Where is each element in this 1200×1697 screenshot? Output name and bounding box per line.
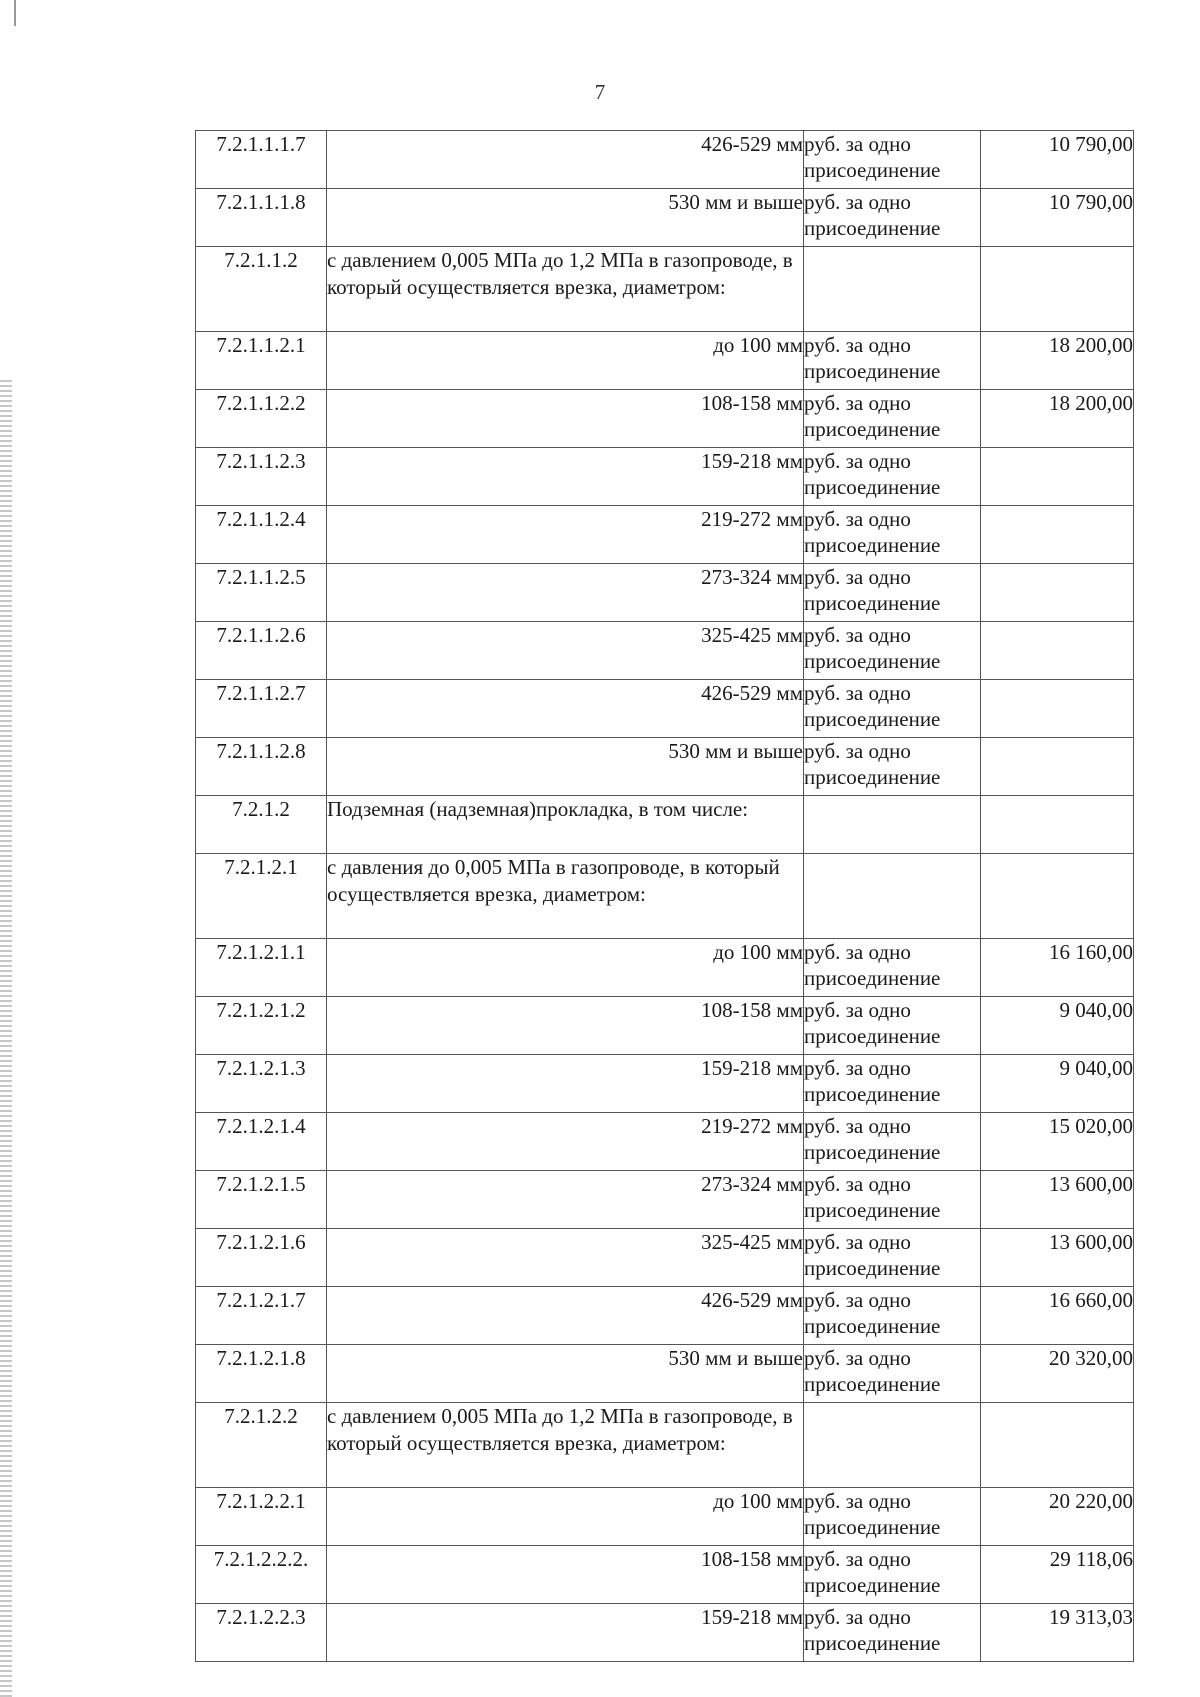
tariff-table <box>195 130 1134 1662</box>
table-row-section <box>196 247 1134 332</box>
row-price <box>981 854 1134 939</box>
row-price: 10 790,00 <box>981 189 1134 247</box>
row-code: 7.2.1.2.2.3 <box>196 1604 327 1662</box>
row-diameter: до 100 мм <box>327 1488 804 1546</box>
row-code: 7.2.1.2.1.8 <box>196 1345 327 1403</box>
row-code: 7.2.1.2 <box>196 796 327 854</box>
row-unit: руб. за одно присоединение <box>804 1488 981 1546</box>
row-price <box>981 622 1134 680</box>
table-row <box>196 939 1134 997</box>
row-unit: руб. за одно присоединение <box>804 564 981 622</box>
row-section-title: Подземная (надземная)прокладка, в том числе: <box>327 796 804 854</box>
row-price: 18 200,00 <box>981 390 1134 448</box>
row-price <box>981 796 1134 854</box>
row-section-title: с давлением 0,005 МПа до 1,2 МПа в газопроводе, в который осуществляется врезка, диаметром: <box>327 1403 804 1488</box>
row-code: 7.2.1.2.1 <box>196 854 327 939</box>
row-diameter: 426-529 мм <box>327 1287 804 1345</box>
table-row <box>196 1488 1134 1546</box>
row-diameter: 108-158 мм <box>327 997 804 1055</box>
row-code: 7.2.1.2.2 <box>196 1403 327 1488</box>
row-unit: руб. за одно присоединение <box>804 1546 981 1604</box>
row-diameter: 108-158 мм <box>327 390 804 448</box>
row-price: 16 160,00 <box>981 939 1134 997</box>
table-row <box>196 1113 1134 1171</box>
table-row <box>196 390 1134 448</box>
row-price <box>981 680 1134 738</box>
row-unit: руб. за одно присоединение <box>804 1287 981 1345</box>
table-row <box>196 448 1134 506</box>
row-price <box>981 564 1134 622</box>
row-price <box>981 506 1134 564</box>
row-diameter: 530 мм и выше <box>327 189 804 247</box>
row-diameter: 530 мм и выше <box>327 1345 804 1403</box>
row-code: 7.2.1.1.2.7 <box>196 680 327 738</box>
row-price: 20 320,00 <box>981 1345 1134 1403</box>
table-row <box>196 1287 1134 1345</box>
row-price: 19 313,03 <box>981 1604 1134 1662</box>
row-unit: руб. за одно присоединение <box>804 939 981 997</box>
row-unit <box>804 854 981 939</box>
row-unit: руб. за одно присоединение <box>804 131 981 189</box>
row-unit: руб. за одно присоединение <box>804 1113 981 1171</box>
row-diameter: 219-272 мм <box>327 506 804 564</box>
table-row <box>196 131 1134 189</box>
row-code: 7.2.1.1.2 <box>196 247 327 332</box>
row-code: 7.2.1.2.1.5 <box>196 1171 327 1229</box>
row-unit: руб. за одно присоединение <box>804 332 981 390</box>
row-diameter: 325-425 мм <box>327 622 804 680</box>
scan-mark <box>14 0 16 26</box>
row-section-title: с давления до 0,005 МПа в газопроводе, в который осуществляется врезка, диаметром: <box>327 854 804 939</box>
row-unit: руб. за одно присоединение <box>804 1229 981 1287</box>
row-code: 7.2.1.1.2.4 <box>196 506 327 564</box>
row-unit: руб. за одно присоединение <box>804 997 981 1055</box>
row-diameter: 108-158 мм <box>327 1546 804 1604</box>
table-row <box>196 738 1134 796</box>
row-diameter: 159-218 мм <box>327 448 804 506</box>
row-diameter: до 100 мм <box>327 332 804 390</box>
row-price: 20 220,00 <box>981 1488 1134 1546</box>
row-unit: руб. за одно присоединение <box>804 390 981 448</box>
row-diameter: 159-218 мм <box>327 1055 804 1113</box>
row-diameter: 273-324 мм <box>327 564 804 622</box>
row-diameter: 426-529 мм <box>327 680 804 738</box>
row-unit: руб. за одно присоединение <box>804 1345 981 1403</box>
table-row <box>196 1546 1134 1604</box>
scan-edge-artifact <box>0 380 12 1697</box>
table-row <box>196 506 1134 564</box>
row-code: 7.2.1.1.1.7 <box>196 131 327 189</box>
row-code: 7.2.1.1.2.8 <box>196 738 327 796</box>
page-number: 7 <box>594 80 606 104</box>
row-unit: руб. за одно присоединение <box>804 506 981 564</box>
row-diameter: 530 мм и выше <box>327 738 804 796</box>
row-code: 7.2.1.2.1.1 <box>196 939 327 997</box>
row-price: 15 020,00 <box>981 1113 1134 1171</box>
row-code: 7.2.1.1.2.5 <box>196 564 327 622</box>
table-row <box>196 332 1134 390</box>
row-diameter: 426-529 мм <box>327 131 804 189</box>
table-row <box>196 997 1134 1055</box>
row-code: 7.2.1.2.1.7 <box>196 1287 327 1345</box>
row-price <box>981 448 1134 506</box>
row-price: 13 600,00 <box>981 1229 1134 1287</box>
row-price: 13 600,00 <box>981 1171 1134 1229</box>
row-unit <box>804 1403 981 1488</box>
row-unit: руб. за одно присоединение <box>804 1604 981 1662</box>
table-row <box>196 1171 1134 1229</box>
row-unit: руб. за одно присоединение <box>804 622 981 680</box>
row-price: 29 118,06 <box>981 1546 1134 1604</box>
table-row <box>196 622 1134 680</box>
row-diameter: 159-218 мм <box>327 1604 804 1662</box>
table-row-section <box>196 796 1134 854</box>
row-diameter: 273-324 мм <box>327 1171 804 1229</box>
table-row <box>196 1345 1134 1403</box>
row-unit: руб. за одно присоединение <box>804 738 981 796</box>
row-section-title: с давлением 0,005 МПа до 1,2 МПа в газопроводе, в который осуществляется врезка, диаметром: <box>327 247 804 332</box>
row-code: 7.2.1.1.2.3 <box>196 448 327 506</box>
row-code: 7.2.1.2.1.2 <box>196 997 327 1055</box>
row-code: 7.2.1.2.2.2. <box>196 1546 327 1604</box>
row-unit <box>804 796 981 854</box>
row-price <box>981 738 1134 796</box>
row-diameter: 325-425 мм <box>327 1229 804 1287</box>
row-code: 7.2.1.1.2.1 <box>196 332 327 390</box>
row-code: 7.2.1.2.2.1 <box>196 1488 327 1546</box>
row-price: 16 660,00 <box>981 1287 1134 1345</box>
row-unit: руб. за одно присоединение <box>804 680 981 738</box>
table-row <box>196 1604 1134 1662</box>
row-price <box>981 247 1134 332</box>
row-unit <box>804 247 981 332</box>
row-price: 9 040,00 <box>981 1055 1134 1113</box>
table-row <box>196 1055 1134 1113</box>
row-code: 7.2.1.1.2.2 <box>196 390 327 448</box>
row-unit: руб. за одно присоединение <box>804 1055 981 1113</box>
table-row <box>196 189 1134 247</box>
row-diameter: 219-272 мм <box>327 1113 804 1171</box>
table-row <box>196 564 1134 622</box>
row-price <box>981 1403 1134 1488</box>
row-code: 7.2.1.2.1.3 <box>196 1055 327 1113</box>
row-price: 9 040,00 <box>981 997 1134 1055</box>
table-row <box>196 680 1134 738</box>
row-price: 18 200,00 <box>981 332 1134 390</box>
table-row-section <box>196 854 1134 939</box>
row-unit: руб. за одно присоединение <box>804 1171 981 1229</box>
row-unit: руб. за одно присоединение <box>804 448 981 506</box>
row-diameter: до 100 мм <box>327 939 804 997</box>
table-row <box>196 1229 1134 1287</box>
row-unit: руб. за одно присоединение <box>804 189 981 247</box>
row-code: 7.2.1.1.1.8 <box>196 189 327 247</box>
row-code: 7.2.1.2.1.6 <box>196 1229 327 1287</box>
table-row-section <box>196 1403 1134 1488</box>
row-price: 10 790,00 <box>981 131 1134 189</box>
row-code: 7.2.1.2.1.4 <box>196 1113 327 1171</box>
row-code: 7.2.1.1.2.6 <box>196 622 327 680</box>
